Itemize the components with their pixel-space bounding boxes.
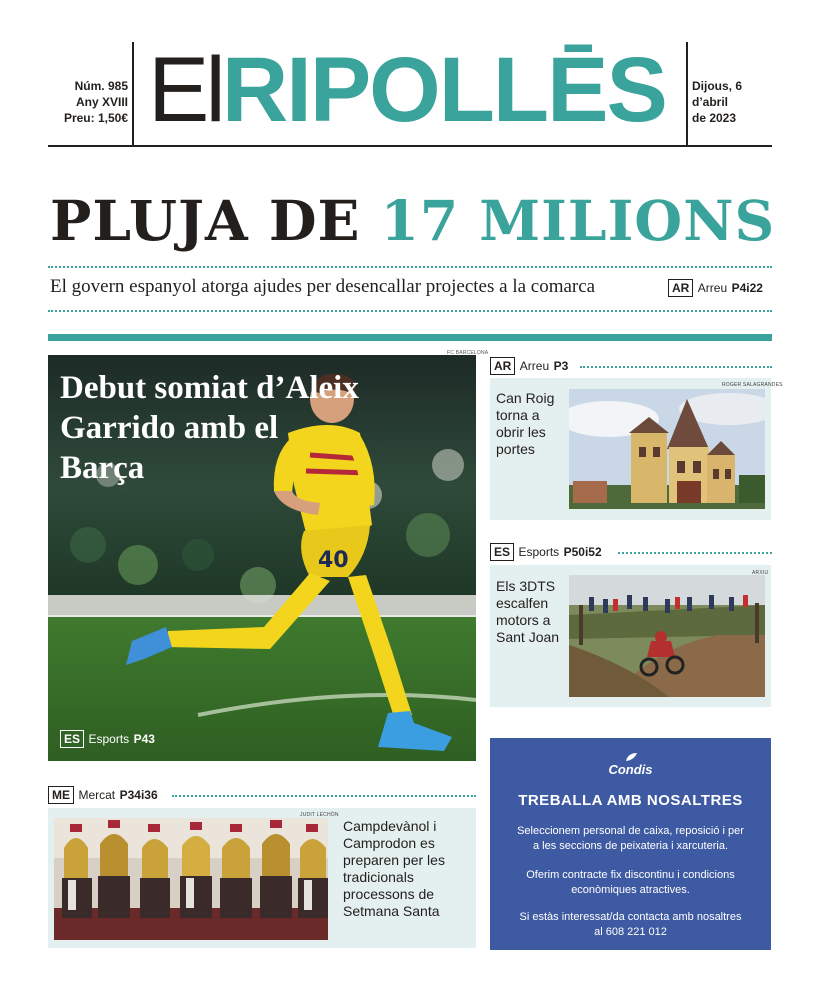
processons-dotted-rule: [172, 795, 476, 797]
section-name: Esports: [88, 732, 130, 747]
newspaper-logo[interactable]: [148, 38, 674, 142]
ad-paragraph-2: Oferim contracte fix discontinu i condicions econòmiques atractives.: [526, 869, 735, 896]
dotted-divider-bottom: [48, 310, 772, 312]
section-code-box: AR: [490, 357, 515, 375]
3dts-text[interactable]: Els 3DTS escalfen motors a Sant Joan: [496, 578, 560, 645]
issue-price: Preu: 1,50€: [63, 111, 128, 125]
3dts-photo-credit: ARXIU: [752, 570, 769, 576]
main-photo-credit: FC BARCELONA: [447, 350, 489, 356]
section-code-box: AR: [668, 279, 693, 297]
ad-paragraph-1: Seleccionem personal de caixa, reposició i per a les seccions de peixateria i xarcuteria.: [517, 825, 744, 852]
condis-brand: Condis: [608, 762, 653, 777]
ad-paragraph-3: Si estàs interessat/da contacta amb nosaltres al 608 221 012: [519, 911, 742, 938]
section-name: Arreu: [697, 281, 728, 296]
section-code-box: ES: [490, 543, 514, 561]
3dts-section-tag[interactable]: [490, 543, 602, 561]
section-code-box: ES: [60, 730, 84, 748]
processons-text[interactable]: Campdevànol i Camprodon es preparen per les tradicionals processons de Setmana Santa: [343, 818, 445, 919]
condis-job-ad[interactable]: [490, 738, 771, 950]
motorbike-race-illustration: [569, 575, 765, 697]
roman-soldiers-costumes-illustration: [54, 818, 328, 940]
masthead-divider-left: [132, 42, 134, 146]
headline-section-tag[interactable]: [668, 279, 763, 297]
section-pages: P50i52: [563, 545, 602, 560]
condis-logo: [490, 752, 771, 777]
section-pages: P34i36: [119, 788, 158, 803]
date-line-3: de 2023: [692, 111, 737, 125]
can-roig-photo-credit: ROGER SALAGRANDES: [722, 382, 783, 388]
main-headline[interactable]: [50, 186, 776, 256]
processons-photo-credit: JUDIT LECHÓN: [300, 812, 339, 818]
masthead-divider-right: [686, 42, 688, 146]
issue-info: [48, 78, 128, 126]
section-name: Arreu: [519, 359, 550, 374]
3dts-dotted-rule: [618, 552, 772, 554]
ad-title: TREBALLA AMB NOSALTRES: [518, 792, 743, 809]
issue-date: [692, 78, 772, 126]
main-story-title[interactable]: Debut somiat d’Aleix Garrido amb el Barça: [60, 370, 359, 486]
masthead-rule-bottom: [48, 145, 772, 147]
processons-section-tag[interactable]: [48, 786, 158, 804]
issue-year: Any XVIII: [75, 95, 128, 109]
date-line-1: Dijous, 6: [692, 79, 743, 93]
section-pages: P4i22: [731, 281, 763, 296]
condis-leaf-icon: [624, 752, 638, 762]
building-illustration: [569, 389, 765, 509]
section-pages: P43: [133, 732, 155, 747]
date-line-2: d’abril: [692, 95, 729, 109]
can-roig-photo[interactable]: [569, 389, 765, 509]
section-name: Mercat: [78, 788, 116, 803]
section-name: Esports: [518, 545, 560, 560]
svg-text:40: 40: [318, 548, 349, 573]
main-story-section-tag[interactable]: [60, 730, 155, 748]
issue-number: Núm. 985: [74, 79, 128, 93]
logo-ripolles: RIPOLLĒS: [221, 39, 666, 141]
can-roig-dotted-rule: [580, 366, 772, 368]
headline-part-1: PLUJA DE: [50, 188, 361, 253]
teal-separator-bar: [48, 334, 772, 341]
processons-photo[interactable]: [54, 818, 328, 940]
headline-subhead[interactable]: El govern espanyol atorga ajudes per desencallar projectes a la comarca: [50, 276, 596, 297]
can-roig-text[interactable]: Can Roig torna a obrir les portes: [496, 390, 555, 457]
dotted-divider-top: [48, 266, 772, 268]
3dts-photo[interactable]: [569, 575, 765, 697]
section-code-box: ME: [48, 786, 74, 804]
section-pages: P3: [553, 359, 569, 374]
can-roig-section-tag[interactable]: [490, 357, 568, 375]
headline-part-2: 17 MILIONS: [380, 188, 776, 253]
logo-el: El: [148, 39, 222, 141]
